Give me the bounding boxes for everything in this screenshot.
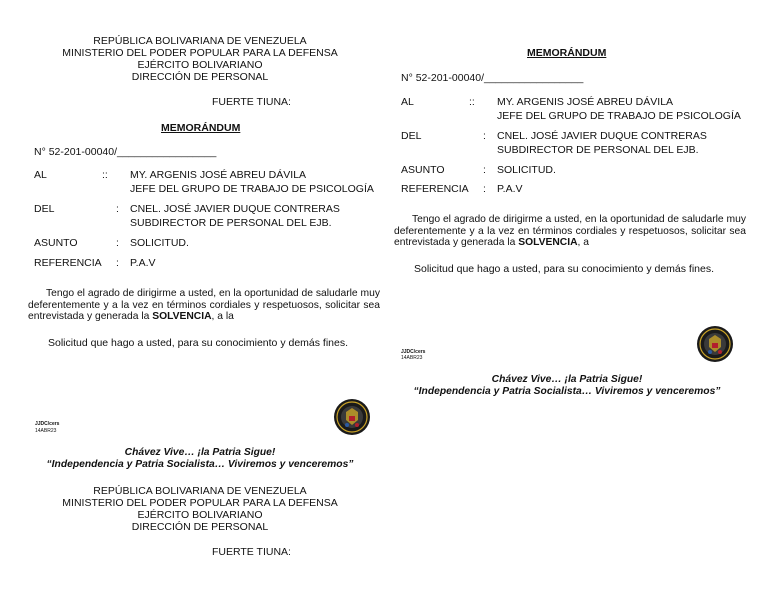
body-text-end: , a la	[211, 311, 234, 322]
header-ministry: MINISTERIO DEL PODER POPULAR PARA LA DEFENSA	[62, 47, 338, 59]
from-label: DEL	[34, 203, 55, 215]
right-subject-row	[401, 163, 761, 177]
left-reference-row	[34, 256, 384, 270]
from-separator: :	[116, 203, 119, 215]
subject-value: SOLICITUD.	[497, 164, 556, 176]
body-text: Tengo el agrado de dirigirme a usted, en la oportunidad de saludarle muy deferentemente y a la vez en términos cordiales y respetuosos, solicitar sea entrevistada y generada la	[28, 288, 380, 322]
reference-separator: :	[116, 257, 119, 269]
subject-separator: :	[116, 237, 119, 249]
left-closing: Solicitud que hago a usted, para su conocimiento y demás fines.	[48, 337, 349, 349]
from-separator: :	[483, 130, 486, 142]
reference-label: REFERENCIA	[34, 257, 102, 269]
right-date: 14ABR23	[401, 355, 423, 361]
subject-value: SOLICITUD.	[130, 237, 189, 249]
left-body-paragraph	[28, 288, 380, 323]
left-place-repeat: FUERTE TIUNA:	[212, 546, 291, 558]
right-reference-row	[401, 182, 761, 196]
to-role: JEFE DEL GRUPO DE TRABAJO DE PSICOLOGÍA	[130, 183, 374, 195]
to-label: AL	[401, 96, 414, 108]
subject-label: ASUNTO	[34, 237, 78, 249]
to-separator: ::	[469, 96, 475, 108]
header-army: EJÉRCITO BOLIVARIANO	[137, 59, 263, 71]
to-name: MY. ARGENIS JOSÉ ABREU DÁVILA	[497, 96, 674, 108]
left-initials: JJDC/cers	[35, 421, 60, 427]
left-place: FUERTE TIUNA:	[212, 96, 291, 108]
from-label: DEL	[401, 130, 422, 142]
left-to-row	[34, 168, 384, 198]
right-from-row	[401, 129, 761, 159]
left-memo-number: N° 52-201-00040/_________________	[34, 146, 217, 158]
body-bold-term: SOLVENCIA	[152, 311, 212, 322]
motto-line-2: “Independencia y Patria Socialista… Viviremos y venceremos”	[46, 459, 354, 470]
body-text-end: , a	[577, 237, 589, 248]
header-republic: REPÚBLICA BOLIVARIANA DE VENEZUELA	[93, 35, 307, 47]
left-from-row	[34, 202, 384, 232]
right-body-paragraph	[394, 214, 746, 249]
motto-line-1: Chávez Vive… ¡la Patria Sigue!	[124, 447, 276, 458]
left-date: 14ABR23	[35, 428, 57, 434]
motto-line-2: “Independencia y Patria Socialista… Viviremos y venceremos”	[413, 386, 721, 397]
subject-label: ASUNTO	[401, 164, 445, 176]
left-letterhead	[30, 35, 370, 83]
header-ministry: MINISTERIO DEL PODER POPULAR PARA LA DEFENSA	[62, 497, 338, 509]
header-direction: DIRECCIÓN DE PERSONAL	[131, 71, 269, 83]
from-role: SUBDIRECTOR DE PERSONAL DEL EJB.	[130, 217, 332, 229]
header-republic: REPÚBLICA BOLIVARIANA DE VENEZUELA	[93, 485, 307, 497]
right-memo-number: N° 52-201-00040/_________________	[401, 72, 584, 84]
reference-value: P.A.V	[130, 257, 156, 269]
right-closing: Solicitud que hago a usted, para su conocimiento y demás fines.	[414, 263, 715, 275]
left-memo-title: MEMORÁNDUM	[161, 122, 241, 134]
body-bold-term: SOLVENCIA	[518, 237, 578, 248]
to-role: JEFE DEL GRUPO DE TRABAJO DE PSICOLOGÍA	[497, 110, 741, 122]
military-seal-icon	[696, 325, 734, 363]
to-separator: ::	[102, 169, 108, 181]
from-name: CNEL. JOSÉ JAVIER DUQUE CONTRERAS	[497, 130, 707, 142]
subject-separator: :	[483, 164, 486, 176]
motto-line-1: Chávez Vive… ¡la Patria Sigue!	[491, 374, 643, 385]
right-initials: JJDC/cers	[401, 349, 426, 355]
header-direction: DIRECCIÓN DE PERSONAL	[131, 521, 269, 533]
left-motto	[20, 447, 380, 471]
reference-separator: :	[483, 183, 486, 195]
left-letterhead-repeat	[30, 485, 370, 533]
left-subject-row	[34, 236, 384, 250]
reference-label: REFERENCIA	[401, 183, 469, 195]
military-seal-icon	[333, 398, 371, 436]
from-name: CNEL. JOSÉ JAVIER DUQUE CONTRERAS	[130, 203, 340, 215]
right-to-row	[401, 95, 761, 125]
right-motto	[387, 374, 747, 398]
from-role: SUBDIRECTOR DE PERSONAL DEL EJB.	[497, 144, 699, 156]
header-army: EJÉRCITO BOLIVARIANO	[137, 509, 263, 521]
right-memo-title: MEMORÁNDUM	[527, 47, 607, 59]
to-label: AL	[34, 169, 47, 181]
body-text: Tengo el agrado de dirigirme a usted, en la oportunidad de saludarle muy deferentemente y a la vez en términos cordiales y respetuosos, solicitar sea entrevistada y generada la	[394, 214, 746, 248]
to-name: MY. ARGENIS JOSÉ ABREU DÁVILA	[130, 169, 307, 181]
reference-value: P.A.V	[497, 183, 523, 195]
